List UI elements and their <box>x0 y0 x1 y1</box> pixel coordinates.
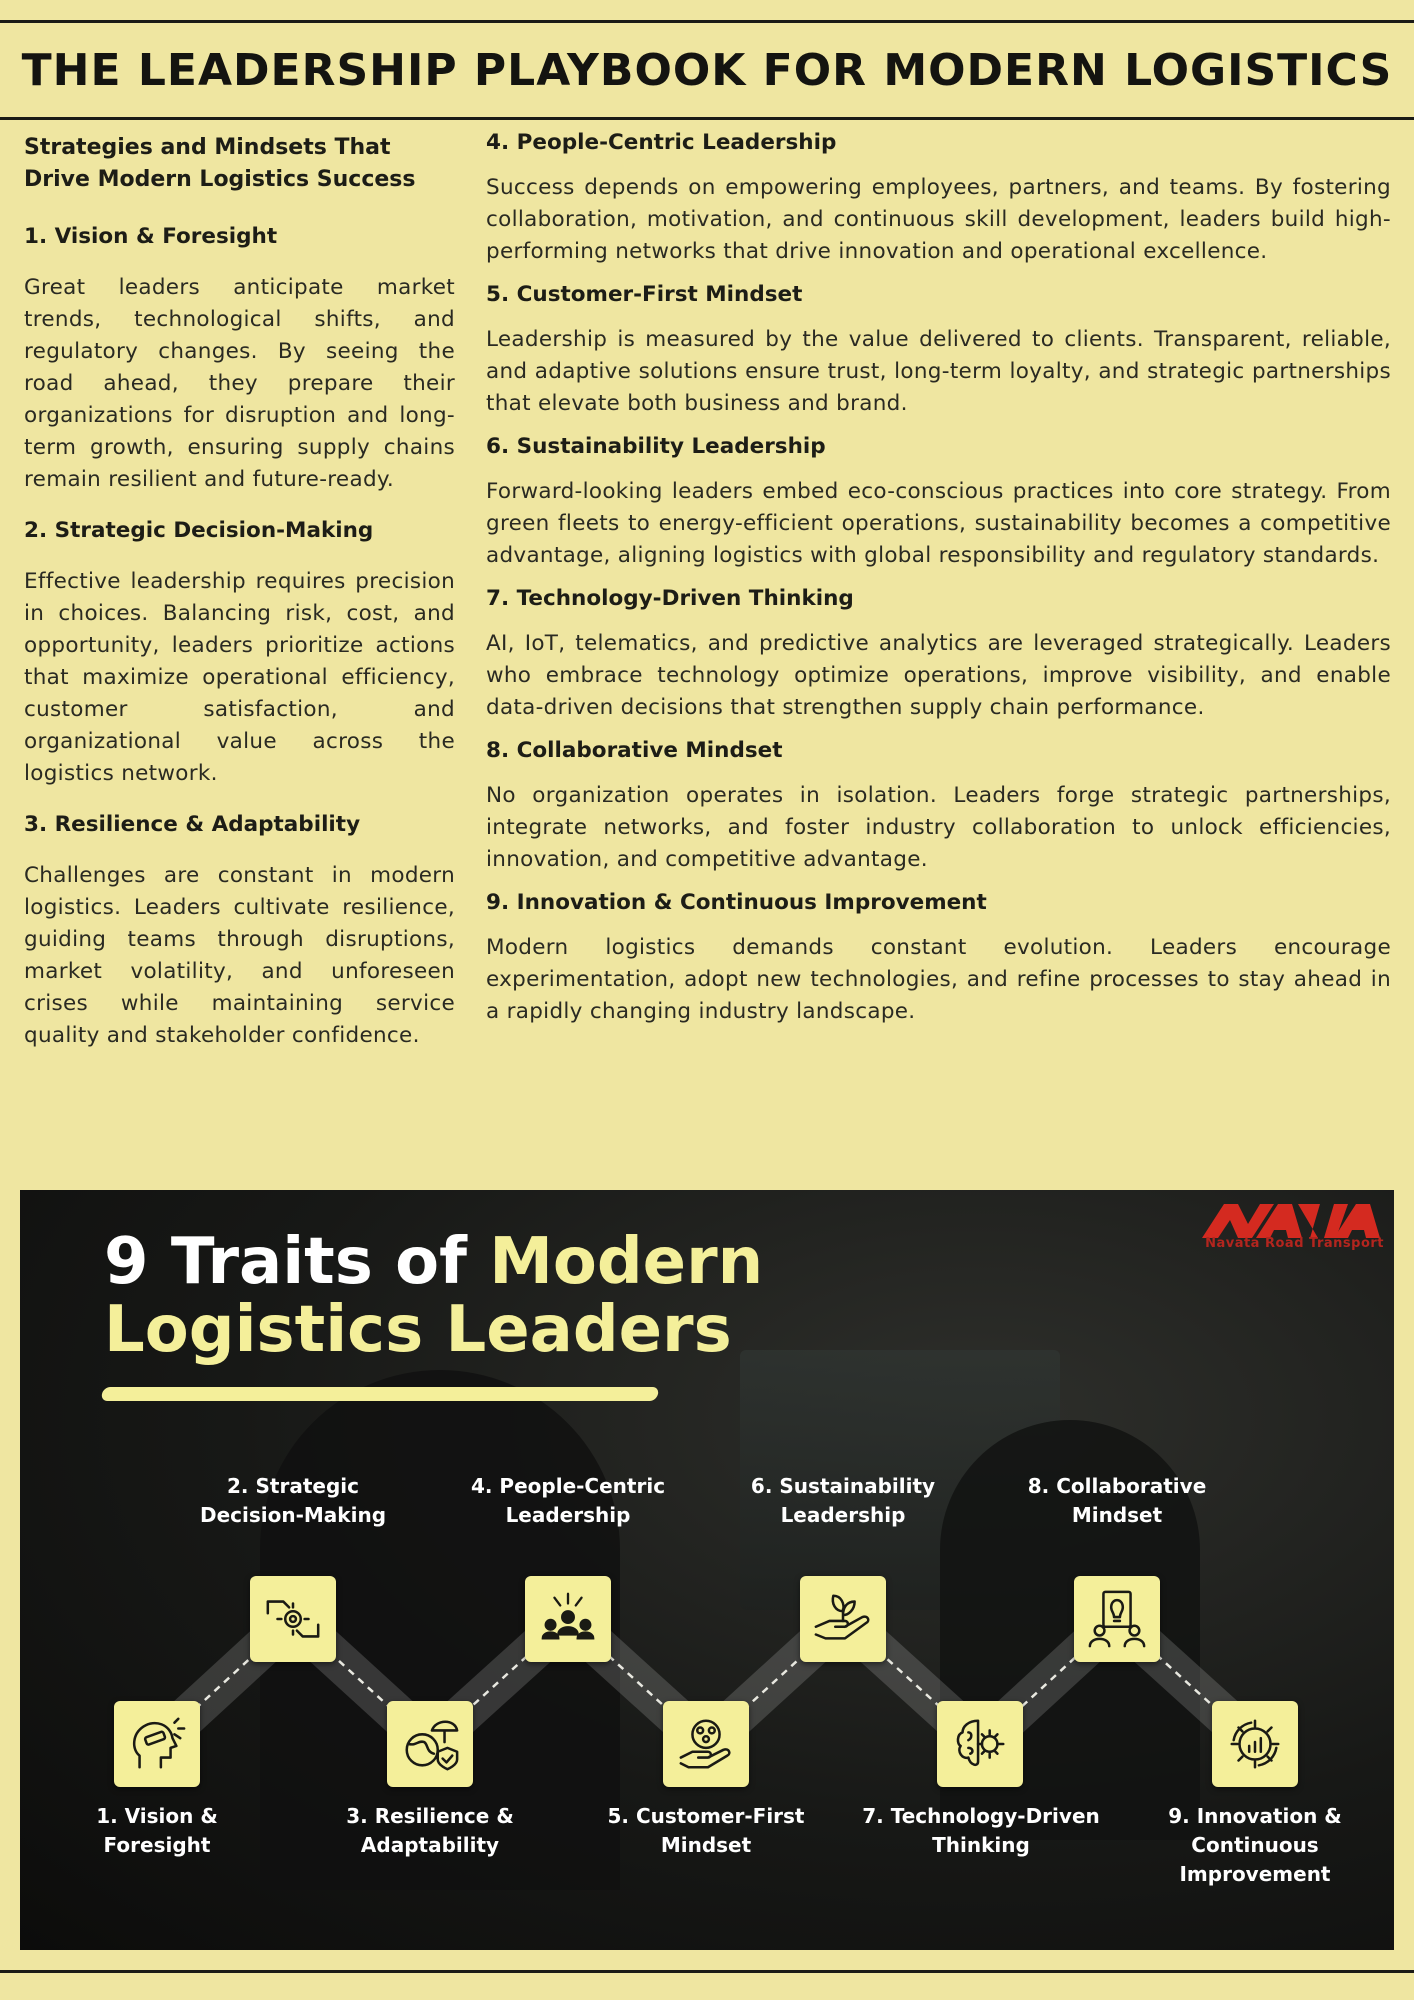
telescope-head-icon <box>114 1701 200 1787</box>
label-line: 2. Strategic <box>227 1474 359 1498</box>
title-divider <box>0 117 1414 120</box>
label-line: Continuous <box>1191 1833 1319 1857</box>
label-line: 5. Customer-First <box>607 1804 805 1828</box>
team-leader-icon <box>525 1576 611 1662</box>
section-heading: 1. Vision & Foresight <box>24 224 278 249</box>
label-line: Thinking <box>932 1833 1030 1857</box>
label-line: Mindset <box>660 1833 752 1857</box>
title-highlight: Logistics Leaders <box>104 1293 732 1367</box>
label-line: 1. Vision & <box>96 1804 218 1828</box>
hands-gear-icon <box>250 1576 336 1662</box>
section-heading: 4. People-Centric Leadership <box>486 130 837 155</box>
label-line: 4. People-Centric <box>470 1474 666 1498</box>
hand-plant-icon <box>800 1576 886 1662</box>
trait-label <box>861 1802 1101 1860</box>
title-text: 9 Traits of <box>104 1225 490 1299</box>
section-heading: 9. Innovation & Continuous Improvement <box>486 890 987 915</box>
trait-label <box>1135 1802 1375 1889</box>
label-line: Leadership <box>505 1503 631 1527</box>
label-line: Adaptability <box>360 1833 500 1857</box>
globe-umbrella-shield-icon <box>387 1701 473 1787</box>
gear-growth-icon <box>1212 1701 1298 1787</box>
right-column <box>486 128 1391 1040</box>
page-title: THE LEADERSHIP PLAYBOOK FOR MODERN LOGISTICS <box>21 44 1393 96</box>
label-line: 9. Innovation & <box>1168 1804 1342 1828</box>
label-line: Mindset <box>1071 1503 1163 1527</box>
label-line: Foresight <box>103 1833 211 1857</box>
trait-label <box>997 1472 1237 1530</box>
trait-label <box>173 1472 413 1530</box>
hand-customers-icon <box>663 1701 749 1787</box>
label-line: Improvement <box>1179 1862 1331 1886</box>
label-line: Leadership <box>780 1503 906 1527</box>
section-heading: 3. Resilience & Adaptability <box>24 812 361 837</box>
section-heading: 2. Strategic Decision-Making <box>24 518 374 543</box>
section-body: Challenges are constant in modern logistics. Leaders cultivate resilience, guiding teams through disruptions, market volatility, and unforeseen crises while maintaining service quality and stakeholder confidence. <box>24 863 455 1048</box>
bottom-rule <box>0 1970 1414 1973</box>
header <box>0 24 1414 116</box>
left-column <box>24 132 455 1072</box>
label-line: 6. Sustainability <box>750 1474 936 1498</box>
top-rule <box>0 20 1414 23</box>
section-body: Great leaders anticipate market trends, technological shifts, and regulatory changes. By seeing the road ahead, they prepare their organizations for disruption and long-term growth, ensuring supply chains remain resilient and future-ready. <box>24 275 455 492</box>
label-line: 8. Collaborative <box>1027 1474 1207 1498</box>
section-body: Forward-looking leaders embed eco-conscious practices into core strategy. From green fleets to energy-efficient operations, sustainability becomes a competitive advantage, aligning logistics with global responsibility and regulatory standards. <box>486 479 1391 568</box>
section-heading: 8. Collaborative Mindset <box>486 738 783 763</box>
trait-label <box>310 1802 550 1860</box>
section-body: Effective leadership requires precision in choices. Balancing risk, cost, and opportunity, leaders prioritize actions that maximize operational efficiency, customer satisfaction, and organizational value across the logistics network. <box>24 569 455 786</box>
subtitle: Strategies and Mindsets That Drive Modern Logistics Success <box>24 135 416 192</box>
collaboration-idea-icon <box>1074 1576 1160 1662</box>
brain-gear-icon <box>937 1701 1023 1787</box>
section-heading: 7. Technology-Driven Thinking <box>486 586 854 611</box>
section-body: Leadership is measured by the value delivered to clients. Transparent, reliable, and adaptive solutions ensure trust, long-term loyalty, and strategic partnerships that elevate both business and brand. <box>486 327 1391 416</box>
trait-label <box>723 1472 963 1530</box>
section-heading: 6. Sustainability Leadership <box>486 434 826 459</box>
section-body: No organization operates in isolation. Leaders forge strategic partnerships, integrate networks, and foster industry collaboration to unlock efficiencies, innovation, and competitive advantage. <box>486 783 1391 872</box>
section-body: AI, IoT, telematics, and predictive analytics are leveraged strategically. Leaders who embrace technology optimize operations, improve visibility, and enable data-driven decisions that strengthen supply chain performance. <box>486 631 1391 720</box>
title-highlight: Modern <box>489 1225 764 1299</box>
section-body: Modern logistics demands constant evolution. Leaders encourage experimentation, adopt new technologies, and refine processes to stay ahead in a rapidly changing industry landscape. <box>486 935 1391 1024</box>
trait-label <box>448 1472 688 1530</box>
section-body: Success depends on empowering employees, partners, and teams. By fostering collaboration, motivation, and continuous skill development, leaders build high-performing networks that drive innovation and operational excellence. <box>486 175 1391 264</box>
brand-tagline: Navata Road Transport <box>1205 1236 1384 1251</box>
label-line: Decision-Making <box>199 1503 387 1527</box>
label-line: 3. Resilience & <box>346 1804 514 1828</box>
trait-label <box>586 1802 826 1860</box>
section-heading: 5. Customer-First Mindset <box>486 282 803 307</box>
trait-label <box>37 1802 277 1860</box>
traits-infographic <box>20 1190 1394 1950</box>
label-line: 7. Technology-Driven <box>862 1804 1100 1828</box>
